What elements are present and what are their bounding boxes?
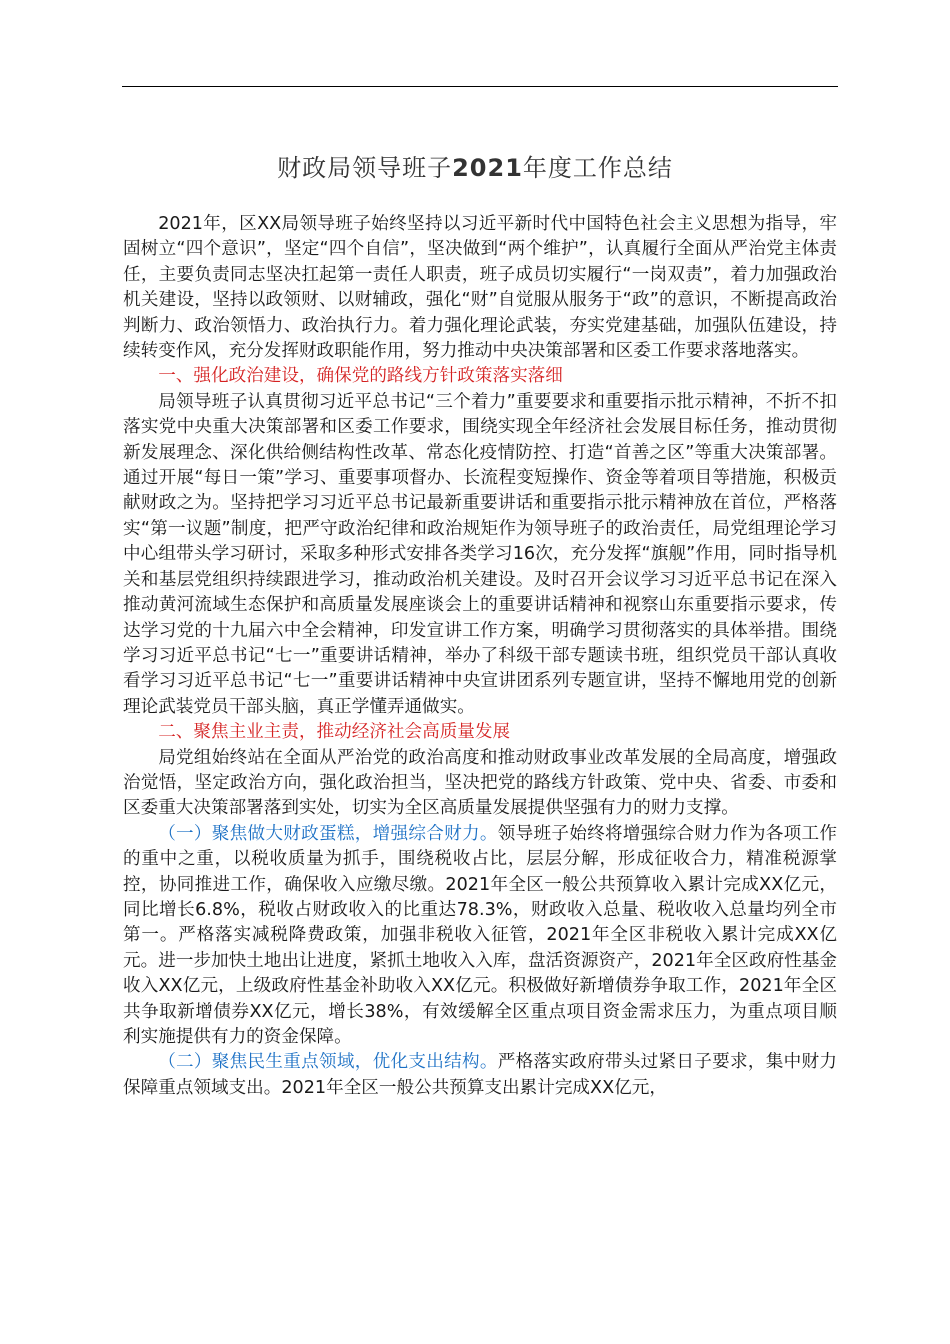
title-year: 2021 bbox=[452, 154, 523, 182]
section-2-paragraph: 局党组始终站在全面从严治党的政治高度和推动财政事业改革发展的全局高度，增强政治觉悟，坚定政治方向，强化政治担当，坚决把党的路线方针政策、党中央、省委、市委和区委重大决策部署落到实处，切实为全区高质量发展提供坚强有力的财力支撑。 bbox=[123, 747, 837, 819]
document-body bbox=[123, 212, 837, 1101]
section-heading-1: 一、强化政治建设，确保党的路线方针政策落实落细 bbox=[158, 366, 563, 387]
intro-paragraph: 2021年，区XX局领导班子始终坚持以习近平新时代中国特色社会主义思想为指导，牢固树立“四个意识”，坚定“四个自信”，坚决做到“两个维护”，认真履行全面从严治党主体责任，主要负责同志坚决扛起第一责任人职责，班子成员切实履行“一岗双责”，着力加强政治机关建设，坚持以政领财、以财辅政，强化“财”自觉服从服务于“政”的意识，不断提高政治判断力、政治领悟力、政治执行力。着力强化理论武装，夯实党建基础，加强队伍建设，持续转变作风，充分发挥财政职能作用，努力推动中央决策部署和区委工作要求落地落实。 bbox=[123, 214, 837, 362]
header-rule bbox=[122, 86, 838, 87]
document-title bbox=[0, 150, 950, 186]
subsection-2-text: 严格落实政府带头过紧日子要求，集中财力保障重点领域支出。2021年全区一般公共预算支出累计完成XX亿元， bbox=[123, 1052, 837, 1098]
subsection-1-text: 领导班子始终将增强综合财力作为各项工作的重中之重，以税收质量为抓手，围绕税收占比，层层分解，形成征收合力，精准税源掌控，协同推进工作，确保收入应缴尽缴。2021年全区一般公共预算收入累计完成XX亿元，同比增长6.8%，税收占财政收入的比重达78.3%，财政收入总量、税收收入总量均列全市第一。严格落实减税降费政策，加强非税收入征管，2021年全区非税收入累计完成XX亿元。进一步加快土地出让进度，紧抓土地收入入库，盘活资源资产，2021年全区政府性基金收入XX亿元，上级政府性基金补助收入XX亿元。积极做好新增债券争取工作，2021年全区共争取新增债券XX亿元，增长38%，有效缓解全区重点项目资金需求压力，为重点项目顺利实施提供有力的资金保障。 bbox=[123, 823, 837, 1047]
section-heading-2: 二、聚焦主业主责，推动经济社会高质量发展 bbox=[158, 722, 511, 743]
subsection-1-paragraph bbox=[123, 822, 837, 1051]
section-1-paragraph: 局领导班子认真贯彻习近平总书记“三个着力”重要要求和重要指示批示精神，不折不扣落实党中央重大决策部署和区委工作要求，围绕实现全年经济社会发展目标任务，推动贯彻新发展理念、深化供给侧结构性改革、常态化疫情防控、打造“首善之区”等重大决策部署。通过开展“每日一策”学习、重要事项督办、长流程变短操作、资金等着项目等措施，积极贡献财政之为。坚持把学习习近平总书记最新重要讲话和重要指示批示精神放在首位，严格落实“第一议题”制度，把严守政治纪律和政治规矩作为领导班子的政治责任，局党组理论学习中心组带头学习研讨，采取多种形式安排各类学习16次，充分发挥“旗舰”作用，同时指导机关和基层党组织持续跟进学习，推动政治机关建设。及时召开会议学习习近平总书记在深入推动黄河流域生态保护和高质量发展座谈会上的重要讲话精神和视察山东重要指示要求，传达学习党的十九届六中全会精神，印发宣讲工作方案，明确学习贯彻落实的具体举措。围绕学习习近平总书记“七一”重要讲话精神，举办了科级干部专题读书班，组织党员干部认真收看学习习近平总书记“七一”重要讲话精神中央宣讲团系列专题宣讲，坚持不懈地用党的创新理论武装党员干部头脑，真正学懂弄通做实。 bbox=[123, 391, 837, 717]
title-prefix: 财政局领导班子 bbox=[277, 154, 453, 182]
subsection-heading-2: （二）聚焦民生重点领域，优化支出结构。 bbox=[158, 1052, 498, 1073]
subsection-2-paragraph bbox=[123, 1050, 837, 1101]
subsection-heading-1: （一）聚焦做大财政蛋糕，增强综合财力。 bbox=[158, 823, 498, 844]
title-suffix: 年度工作总结 bbox=[522, 154, 673, 182]
